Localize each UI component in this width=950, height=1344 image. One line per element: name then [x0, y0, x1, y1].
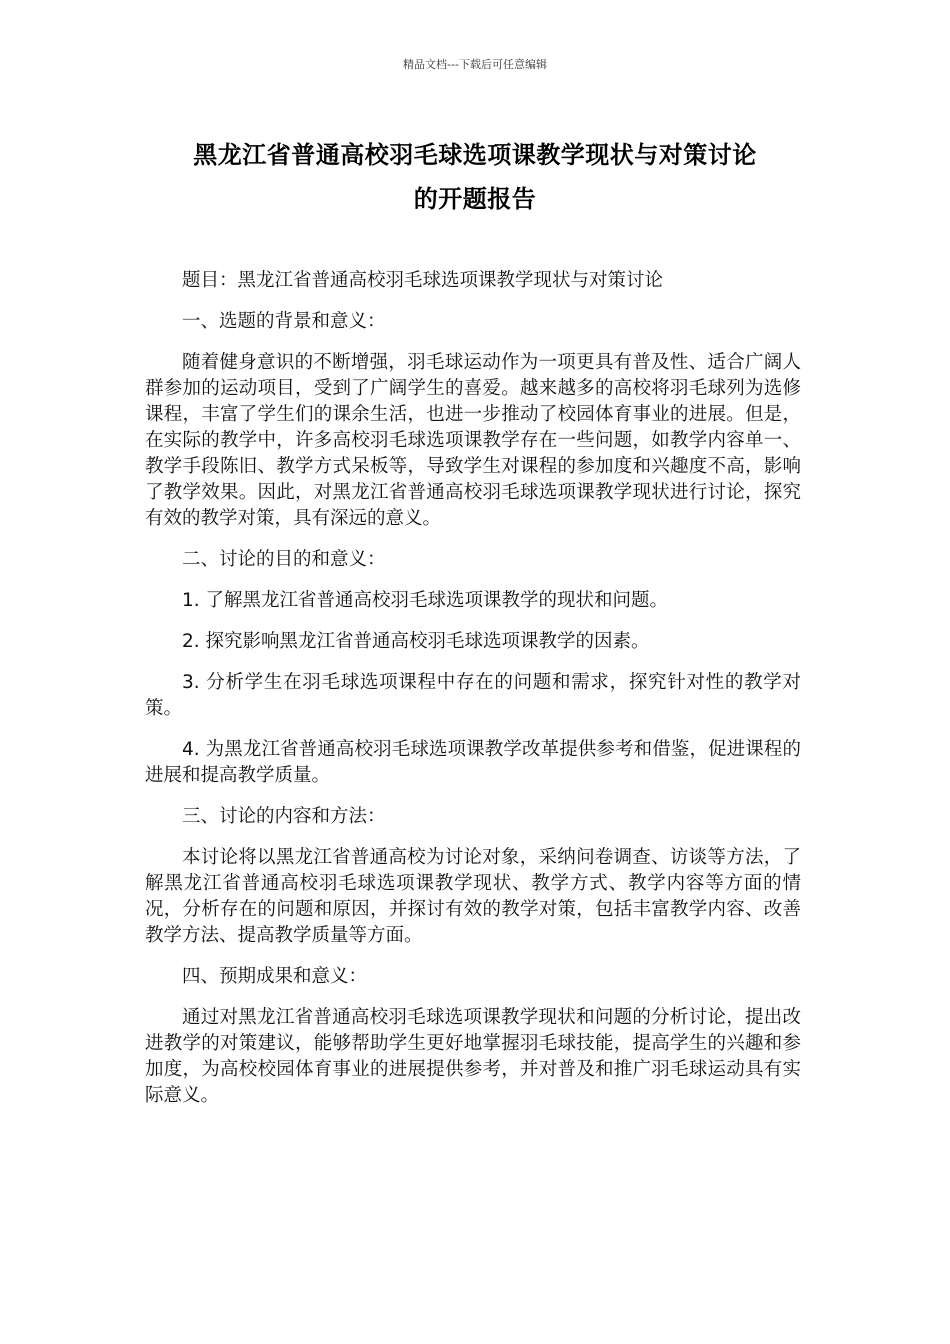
section-heading-purpose: 二、讨论的目的和意义： [182, 549, 386, 570]
section-heading-content-method: 三、讨论的内容和方法： [182, 806, 386, 827]
topic-line: 题目：黑龙江省普通高校羽毛球选项课教学现状与对策讨论 [182, 270, 664, 291]
document-title-line-1: 黑龙江省普通高校羽毛球选项课教学现状与对策讨论 [193, 141, 757, 169]
document-body [145, 268, 801, 1124]
background-paragraph: 随着健身意识的不断增强，羽毛球运动作为一项更具有普及性、适合广阔人群参加的运动项目，受到了广阔学生的喜爱。越来越多的高校将羽毛球列为选修课程，丰富了学生们的课余生活，也进一步推动了校园体育事业的进展。但是，在实际的教学中，许多高校羽毛球选项课教学存在一些问题，如教学内容单一、教学手段陈旧、教学方式呆板等，导致学生对课程的参加度和兴趣度不高，影响了教学效果。因此，对黑龙江省普通高校羽毛球选项课教学现状进行讨论，探究有效的教学对策，具有深远的意义。 [145, 352, 801, 529]
document-title-line-2: 的开题报告 [413, 185, 537, 213]
purpose-item-2: 2. 探究影响黑龙江省普通高校羽毛球选项课教学的因素。 [182, 631, 650, 652]
section-heading-background: 一、选题的背景和意义： [182, 311, 386, 332]
purpose-item-4: 4. 为黑龙江省普通高校羽毛球选项课教学改革提供参考和借鉴，促进课程的进展和提高教学质量。 [145, 739, 801, 786]
page-header-watermark: 精品文档---下载后可任意编辑 [403, 58, 547, 71]
expected-results-paragraph: 通过对黑龙江省普通高校羽毛球选项课教学现状和问题的分析讨论，提出改进教学的对策建议，能够帮助学生更好地掌握羽毛球技能，提高学生的兴趣和参加度，为高校校园体育事业的进展提供参考，并对普及和推广羽毛球运动具有实际意义。 [145, 1007, 801, 1106]
document-title [130, 133, 820, 221]
purpose-item-3: 3. 分析学生在羽毛球选项课程中存在的问题和需求，探究针对性的教学对策。 [145, 672, 801, 719]
content-method-paragraph: 本讨论将以黑龙江省普通高校为讨论对象，采纳问卷调查、访谈等方法，了解黑龙江省普通高校羽毛球选项课教学现状、教学方式、教学内容等方面的情况，分析存在的问题和原因，并探讨有效的教学对策，包括丰富教学内容、改善教学方法、提高教学质量等方面。 [145, 847, 801, 946]
purpose-item-1: 1. 了解黑龙江省普通高校羽毛球选项课教学的现状和问题。 [182, 590, 669, 611]
section-heading-expected-results: 四、预期成果和意义： [182, 966, 368, 987]
